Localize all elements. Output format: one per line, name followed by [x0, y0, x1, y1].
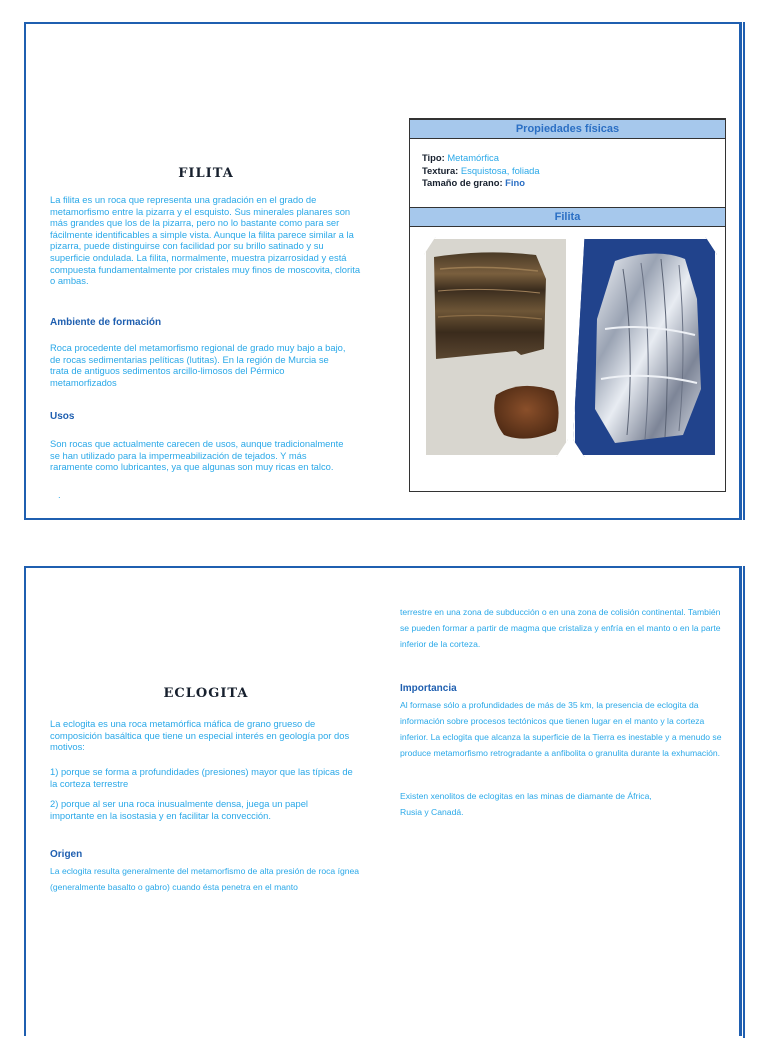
page-filita [24, 22, 742, 520]
properties-box [409, 118, 726, 492]
stray-dot: . [58, 489, 61, 500]
page-edge-line [743, 22, 745, 520]
grano-label: Tamaño de grano: [422, 177, 503, 188]
filita-photo-silver [573, 237, 717, 457]
ambiente-heading: Ambiente de formación [50, 317, 162, 328]
importancia-heading: Importancia [400, 683, 457, 694]
eclogita-intro: La eclogita es una roca metamórfica máfica de grano grueso de composición basáltica que tiene un especial interés en geología por dos motivos: [50, 718, 350, 753]
origen-text: La eclogita resulta generalmente del metamorfismo de alta presión de roca ígnea (generalmente basalto o gabro) cuando ésta penetra en el manto [50, 866, 360, 892]
usos-heading: Usos [50, 411, 75, 422]
tipo-row [422, 152, 540, 165]
textura-row [422, 165, 540, 178]
motivo-2: 2) porque al ser una roca inusualmente densa, juega un papel importante en la isostasia y en facilitar la convección. [50, 798, 308, 821]
origen-continued: terrestre en una zona de subducción o en una zona de colisión continental. También se pueden formar a partir de magma que cristaliza y enfría en el manto o en la parte inferior de la corteza. [400, 607, 721, 649]
brown-rocks-image [426, 239, 566, 455]
filita-photo-brown [424, 237, 568, 457]
eclogita-title: ECLOGITA [163, 686, 249, 701]
motivo-1: 1) porque se forma a profundidades (presiones) mayor que las típicas de la corteza terrestre [50, 766, 353, 789]
page-eclogita [24, 566, 742, 1036]
xenolitos-text: Existen xenolitos de eclogitas en las minas de diamante de África, Rusia y Canadá. [400, 791, 652, 817]
properties-list [422, 152, 540, 190]
origen-heading: Origen [50, 849, 83, 860]
image-header: Filita [410, 207, 725, 227]
page-edge-line [743, 566, 745, 1038]
usos-text: Son rocas que actualmente carecen de usos, aunque tradicionalmente se han utilizado para la impermeabilización de tejados. Y más raramente como lubricantes, ya que algunas son muy ricas en talco. [50, 438, 344, 473]
tipo-label: Tipo: [422, 152, 445, 163]
ambiente-text: Roca procedente del metamorfismo regional de grado muy bajo a bajo, de rocas sedimentarias pelíticas (lutitas). En la región de Murcia se trata de antiguos sedimentos arcillo-limosos del Pérmico metamorfizados [50, 342, 346, 388]
filita-title: FILITA [178, 166, 234, 181]
tipo-value: Metamórfica [447, 152, 499, 163]
importancia-text: Al formase sólo a profundidades de más de 35 km, la presencia de eclogita da información sobre procesos tectónicos que tienen lugar en el manto y la corteza inferior. La eclogita que alcanza la superficie de la Tierra es inestable y a menudo se produce metamorfismo retrogradante a anfibolita o granulita durante la exhumación. [400, 700, 722, 758]
filita-intro: La filita es un roca que representa una gradación en el grado de metamorfismo entre la pizarra y el esquisto. Sus minerales planares son más grandes que los de la pizarra, pero no lo bastante como para ser fácilmente identificables a simple vista. Aunque la filita parece similar a la pizarra, puede distinguirse con facilidad por su brillo satinado y su superficie ondulada. La filita, normalmente, muestra pizarrosidad y está compuesta fundamentalmente por cristales muy finos de moscovita, clorita o ambas. [50, 194, 361, 287]
grano-value: Fino [505, 177, 525, 188]
grano-row [422, 177, 540, 190]
textura-label: Textura: [422, 164, 459, 176]
properties-header: Propiedades físicas [410, 119, 725, 139]
silver-rock-image [575, 239, 715, 455]
textura-value: Esquistosa, foliada [460, 164, 540, 176]
